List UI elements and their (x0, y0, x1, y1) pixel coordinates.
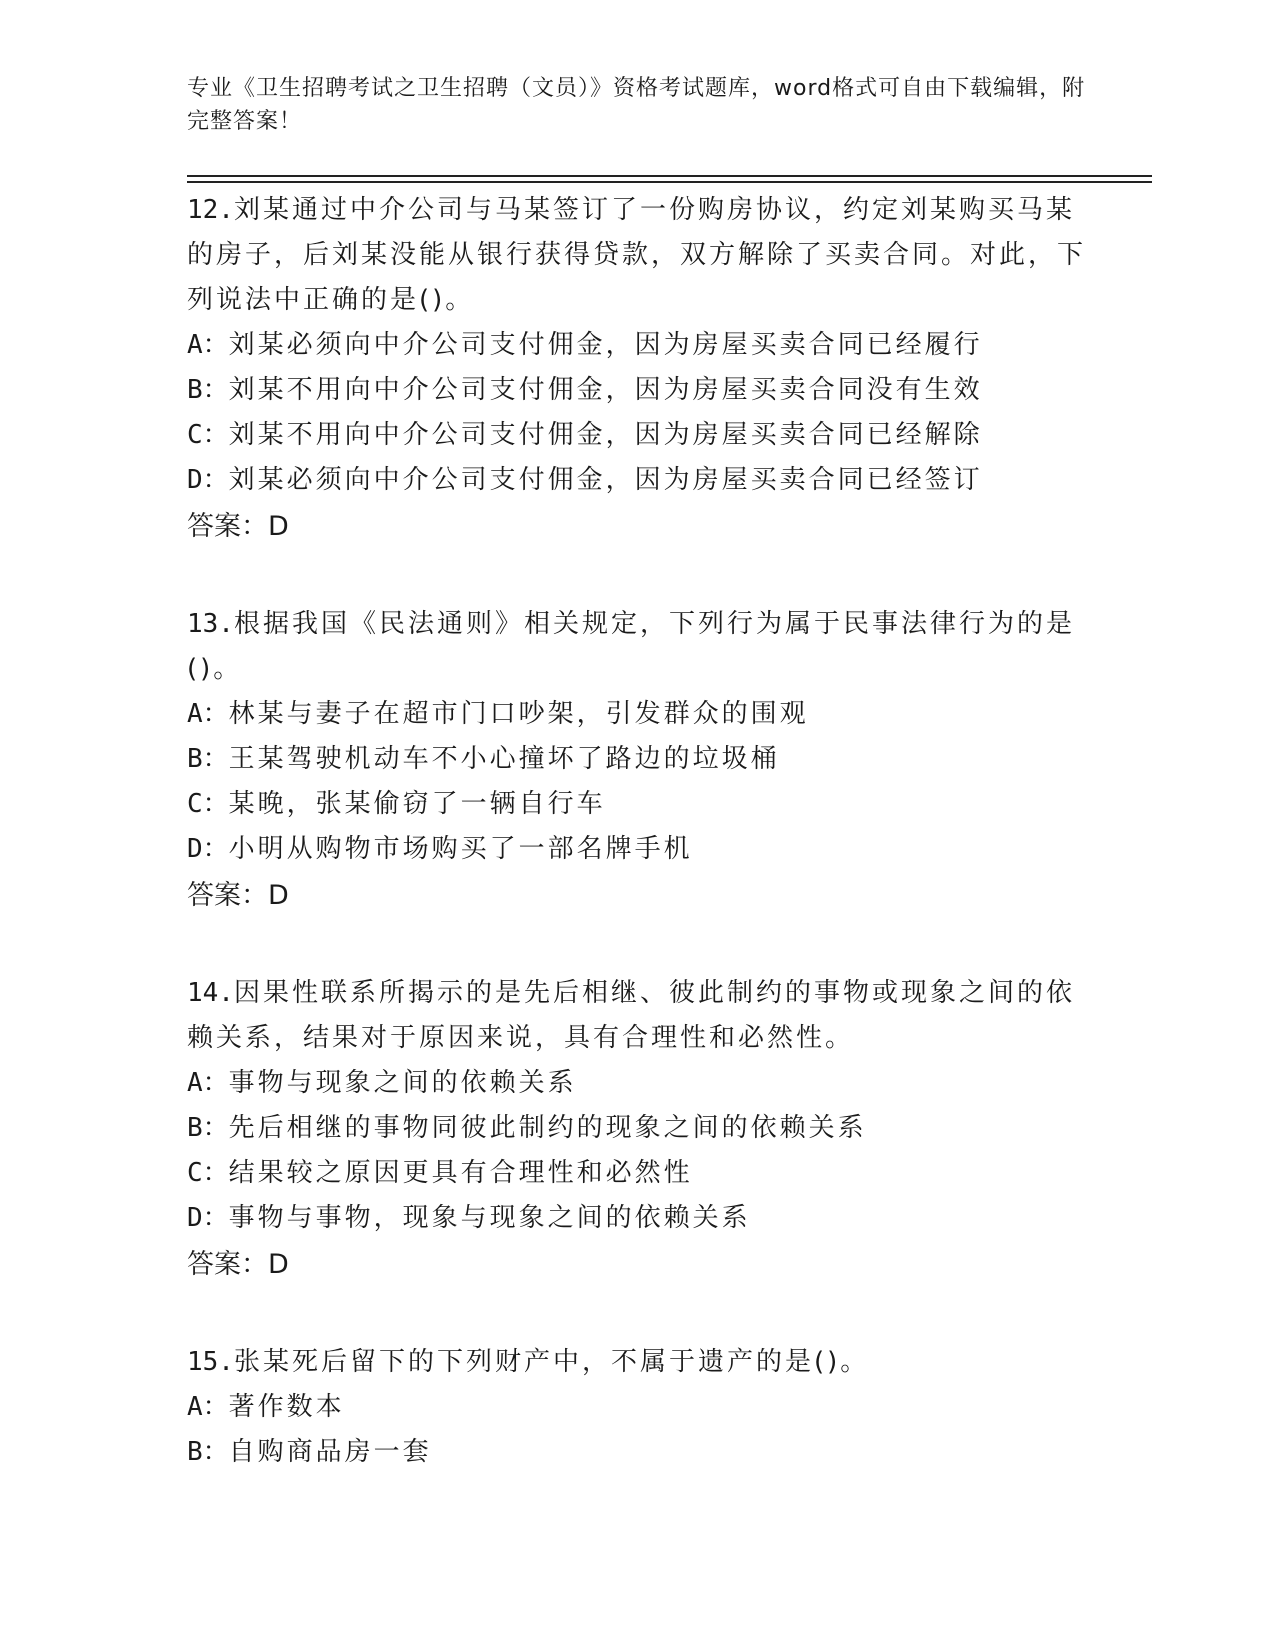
option-key: B： (187, 1113, 229, 1143)
question-number: 13. (187, 609, 234, 639)
question-stem: 刘某通过中介公司与马某签订了一份购房协议，约定刘某购买马某的房子，后刘某没能从银行获得贷款，双方解除了买卖合同。对此，下列说法中正确的是()。 (187, 195, 1087, 315)
option-c (187, 782, 1087, 827)
question-stem: 张某死后留下的下列财产中，不属于遗产的是()。 (233, 1347, 870, 1377)
option-key: C： (187, 1158, 229, 1188)
option-key: B： (187, 1437, 229, 1467)
option-key: A： (187, 1392, 229, 1422)
option-text: 某晚，张某偷窃了一辆自行车 (228, 789, 606, 819)
question-text (187, 1340, 1087, 1385)
option-d (187, 827, 1087, 872)
option-text: 事物与现象之间的依赖关系 (228, 1068, 577, 1098)
option-text: 著作数本 (228, 1392, 345, 1422)
option-c (187, 413, 1087, 458)
option-text: 刘某必须向中介公司支付佣金，因为房屋买卖合同已经签订 (228, 465, 983, 495)
answer: 答案：D (187, 511, 289, 542)
option-c (187, 1151, 1087, 1196)
option-a (187, 1385, 1087, 1430)
option-b (187, 1106, 1087, 1151)
question-14 (187, 971, 1087, 1288)
option-b (187, 368, 1087, 413)
question-15 (187, 1340, 1087, 1475)
option-key: B： (187, 744, 229, 774)
option-text: 刘某必须向中介公司支付佣金，因为房屋买卖合同已经履行 (228, 330, 983, 360)
question-stem: 根据我国《民法通则》相关规定，下列行为属于民事法律行为的是()。 (187, 609, 1075, 684)
option-d (187, 1196, 1087, 1241)
option-b (187, 737, 1087, 782)
option-key: C： (187, 420, 229, 450)
question-text (187, 188, 1087, 323)
answer: 答案：D (187, 1249, 289, 1280)
option-b (187, 1430, 1087, 1475)
option-text: 刘某不用向中介公司支付佣金，因为房屋买卖合同已经解除 (228, 420, 983, 450)
option-key: D： (187, 834, 229, 864)
option-text: 王某驾驶机动车不小心撞坏了路边的垃圾桶 (228, 744, 780, 774)
option-text: 小明从购物市场购买了一部名牌手机 (228, 834, 693, 864)
question-13 (187, 602, 1087, 919)
option-key: B： (187, 375, 229, 405)
option-key: C： (187, 789, 229, 819)
option-text: 自购商品房一套 (228, 1437, 432, 1467)
header-rule-top (187, 175, 1152, 177)
option-d (187, 458, 1087, 503)
option-key: D： (187, 465, 229, 495)
answer: 答案：D (187, 880, 289, 911)
option-key: D： (187, 1203, 229, 1233)
option-key: A： (187, 1068, 229, 1098)
question-stem: 因果性联系所揭示的是先后相继、彼此制约的事物或现象之间的依赖关系，结果对于原因来说，具有合理性和必然性。 (187, 978, 1075, 1053)
question-text (187, 971, 1087, 1061)
question-12 (187, 188, 1087, 550)
option-key: A： (187, 330, 229, 360)
option-a (187, 323, 1087, 368)
option-text: 刘某不用向中介公司支付佣金，因为房屋买卖合同没有生效 (228, 375, 983, 405)
option-text: 结果较之原因更具有合理性和必然性 (228, 1158, 693, 1188)
option-text: 事物与事物，现象与现象之间的依赖关系 (228, 1203, 751, 1233)
option-a (187, 692, 1087, 737)
option-key: A： (187, 699, 229, 729)
header-rule-bottom (187, 181, 1152, 183)
option-a (187, 1061, 1087, 1106)
question-number: 12. (187, 195, 234, 225)
question-text (187, 602, 1087, 692)
document-header: 专业《卫生招聘考试之卫生招聘（文员）》资格考试题库，word格式可自由下载编辑，附完整答案！ (187, 76, 1086, 134)
question-number: 14. (187, 978, 234, 1008)
option-text: 林某与妻子在超市门口吵架，引发群众的围观 (228, 699, 809, 729)
question-number: 15. (187, 1347, 234, 1377)
option-text: 先后相继的事物同彼此制约的现象之间的依赖关系 (228, 1113, 867, 1143)
question-list (187, 188, 1087, 1527)
